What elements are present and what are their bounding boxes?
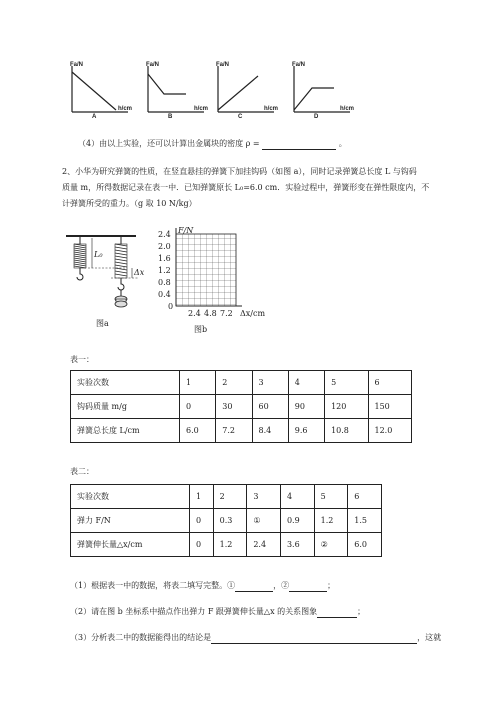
table1-row [71, 419, 412, 443]
table1-cell: 6.0 [180, 419, 216, 443]
table1 [70, 370, 412, 443]
figure-b [158, 226, 278, 336]
table1-cell: 12.0 [368, 419, 412, 443]
table1-cell: 120 [325, 395, 368, 419]
graph-c-xlabel: h/cm [264, 106, 279, 112]
table1-cell: 4 [288, 371, 324, 395]
table1-cell: 5 [325, 371, 368, 395]
table2-cell: 1.2 [213, 533, 247, 557]
table2-cell-blank-1[interactable]: ① [247, 509, 281, 533]
table2-row [71, 485, 382, 509]
q4-line [78, 138, 347, 150]
table2-cell: 1.2 [314, 509, 348, 533]
q4-end: 。 [338, 139, 347, 148]
table2-cell: 0 [190, 509, 214, 533]
table1-cell: 30 [216, 395, 252, 419]
table1-cell: 3 [252, 371, 288, 395]
q4-text: （4）由以上实验，还可以计算出金属块的密度 ρ = [78, 139, 260, 148]
graph-d-xlabel: h/cm [340, 106, 355, 112]
table2-row [71, 533, 382, 557]
table1-title: 表一： [70, 355, 94, 364]
table1-cell: 钩码质量 m/g [71, 395, 180, 419]
table2-cell: 4 [280, 485, 314, 509]
graph-c [212, 62, 282, 124]
figure-a-l0-label: L₀ [94, 250, 103, 259]
graph-c-ylabel: Fa/N [216, 62, 230, 68]
table2-cell: 实验次数 [71, 485, 190, 509]
figure-b-ytick-6: 0 [168, 302, 174, 311]
table1-cell: 10.8 [325, 419, 368, 443]
q2-sub-text: （2）请在图 b 坐标系中描点作出弹力 F 跟弹簧伸长量△x 的关系图象 [70, 607, 318, 616]
table2-cell: 0 [190, 533, 214, 557]
q1-text-a: （1）根据表一中的数据，将表二填写完整。① [70, 581, 236, 590]
table1-cell: 90 [288, 395, 324, 419]
table2-title: 表二： [70, 467, 94, 476]
figure-a [66, 230, 156, 330]
graph-d-ylabel: Fa/N [292, 62, 306, 68]
q4-answer-blank[interactable] [262, 149, 336, 150]
figure-b-ytick-0: 2.4 [158, 230, 171, 239]
q2-sub-end: ； [357, 607, 366, 616]
table1-cell: 60 [252, 395, 288, 419]
table2-cell: 1.5 [348, 509, 382, 533]
table2-cell: 5 [314, 485, 348, 509]
table1-cell: 0 [180, 395, 216, 419]
figure-b-ytick-2: 1.6 [158, 254, 171, 263]
q2-sub-line [70, 606, 365, 618]
q2-line-2: 质量 m，所得数据记录在表一中．已知弹簧原长 L₀=6.0 cm．实验过程中，弹簧形变在弹性限度内，不 [62, 183, 430, 192]
q2-line-3: 计弹簧所受的重力。（g 取 10 N/kg） [62, 199, 197, 208]
table2-cell-blank-2[interactable]: ② [314, 533, 348, 557]
graph-d-tag: D [314, 114, 319, 120]
figure-a-dx-label: Δx [134, 268, 145, 277]
table1-cell: 8.4 [252, 419, 288, 443]
table2-cell: 3.6 [280, 533, 314, 557]
q2-sub-blank[interactable] [317, 617, 357, 618]
table2-cell: 2 [213, 485, 247, 509]
graph-a-ylabel: Fa/N [70, 62, 84, 68]
table2-cell: 弹力 F/N [71, 509, 190, 533]
graph-b-xlabel: h/cm [194, 106, 209, 112]
figure-b-xtick-0: 2.4 [188, 309, 201, 318]
q1-blank-1[interactable] [235, 591, 273, 592]
table2-cell: 1 [190, 485, 214, 509]
table2-cell: 0.3 [213, 509, 247, 533]
figure-b-xtick-1: 4.8 [204, 309, 217, 318]
table1-cell: 弹簧总长度 L/cm [71, 419, 180, 443]
figure-b-ytick-3: 1.2 [158, 266, 171, 275]
q3-text: （3）分析表二中的数据能得出的结论是 [70, 633, 212, 642]
table1-cell: 1 [180, 371, 216, 395]
table1-cell: 2 [216, 371, 252, 395]
figure-b-ytick-5: 0.4 [158, 290, 171, 299]
table2-cell: 6.0 [348, 533, 382, 557]
table1-cell: 150 [368, 395, 412, 419]
figure-b-ylabel: F/N [178, 226, 194, 235]
graph-b-ylabel: Fa/N [146, 62, 160, 68]
graph-b [142, 62, 212, 124]
table2-cell: 弹簧伸长量△x/cm [71, 533, 190, 557]
q2-line-1: 2、小华为研究弹簧的性质，在竖直悬挂的弹簧下加挂钩码（如图 a），同时记录弹簧总长度 L 与钩码 [62, 167, 417, 176]
q1-blank-2[interactable] [289, 591, 327, 592]
table2-row [71, 509, 382, 533]
table1-cell: 6 [368, 371, 412, 395]
q3-line [70, 632, 441, 644]
table1-row [71, 371, 412, 395]
table2-cell: 2.4 [247, 533, 281, 557]
q1-text-c: ； [327, 581, 336, 590]
q3-end: ，这就 [417, 633, 442, 642]
table2-cell: 0.9 [280, 509, 314, 533]
table1-cell: 7.2 [216, 419, 252, 443]
graph-d [288, 62, 358, 124]
q1-text-b: ，② [273, 581, 290, 590]
q1-line [70, 580, 335, 592]
graph-a-tag: A [92, 114, 97, 120]
figure-b-xlabel: Δx/cm [240, 309, 266, 318]
figure-b-caption: 图b [194, 325, 208, 334]
graph-b-tag: B [168, 114, 173, 120]
figure-b-ytick-4: 0.8 [158, 278, 171, 287]
table2-cell: 6 [348, 485, 382, 509]
graph-a [66, 62, 136, 124]
graph-c-tag: C [238, 114, 243, 120]
table2-cell: 3 [247, 485, 281, 509]
table2 [70, 484, 382, 557]
figure-b-ytick-1: 2.0 [158, 242, 171, 251]
table1-cell: 实验次数 [71, 371, 180, 395]
table1-cell: 9.6 [288, 419, 324, 443]
figure-b-xtick-2: 7.2 [220, 309, 233, 318]
table1-row [71, 395, 412, 419]
graph-a-xlabel: h/cm [118, 106, 133, 112]
figure-a-caption: 图a [96, 319, 109, 328]
q3-blank[interactable] [211, 643, 417, 644]
